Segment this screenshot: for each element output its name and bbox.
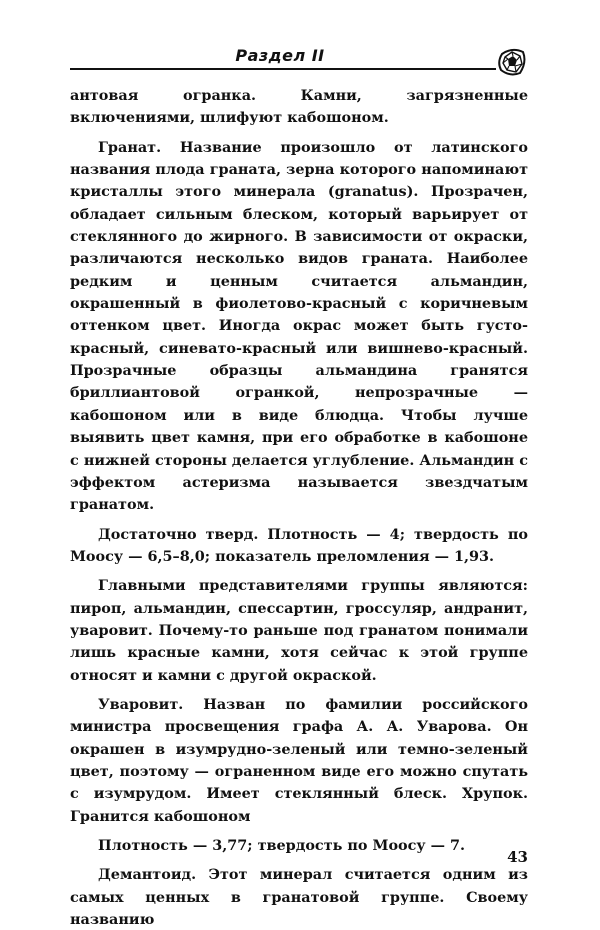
header-rule — [70, 68, 496, 70]
paragraph: Достаточно тверд. Плотность — 4; твердость по Моосу — 6,5–8,0; показатель преломления — 1,93. — [70, 525, 528, 565]
page-number: 43 — [507, 848, 528, 866]
paragraph: Гранат. Название произошло от латинского названия плода граната, зерна которого напоминают кристаллы этого минерала (granatus). Прозрачен, обладает сильным блеском, который варьирует от стеклянного до жирного. В зависимости от окраски, различаются несколько видов граната. Наиболее редким и ценным считается альмандин, окрашенный в фиолетово-красный с коричневым оттенком цвет. Иногда окрас может быть густо-красный, синевато-красный или вишнево-красный. Прозрачные образцы альмандина гранятся бриллиантовой огранкой, непрозрачные — кабошоном или в виде блюдца. Чтобы лучше выявить цвет камня, при его обработке в кабошоне с нижней стороны делается углубление. Альмандин с эффектом астеризма называется звездчатым гранатом. — [70, 138, 528, 514]
gem-icon — [496, 46, 528, 78]
paragraph: Уваровит. Назван по фамилии российского министра просвещения графа А. А. Уварова. Он окрашен в изумрудно-зеленый или темно-зеленый цвет, поэтому — ограненном виде его можно спутать с изумрудом. Имеет стеклянный блеск. Хрупок. Гранится кабошоном — [70, 695, 528, 825]
section-title: Раздел II — [235, 46, 325, 65]
paragraph: Демантоид. Этот минерал считается одним из самых ценных в гранатовой группе. Своему названию — [70, 866, 528, 929]
paragraph: Плотность — 3,77; твердость по Моосу — 7. — [98, 837, 466, 854]
body-text — [70, 85, 528, 930]
paragraph: антовая огранка. Камни, загрязненные включениями, шлифуют кабошоном. — [70, 87, 528, 127]
paragraph: Главными представителями группы являются: пироп, альмандин, спессартин, гроссуляр, андранит, уваровит. Почему-то раньше под гранатом понимали лишь красные камни, хотя сейчас к этой группе относят и камни с другой окраской. — [70, 577, 528, 684]
running-header — [70, 46, 530, 76]
